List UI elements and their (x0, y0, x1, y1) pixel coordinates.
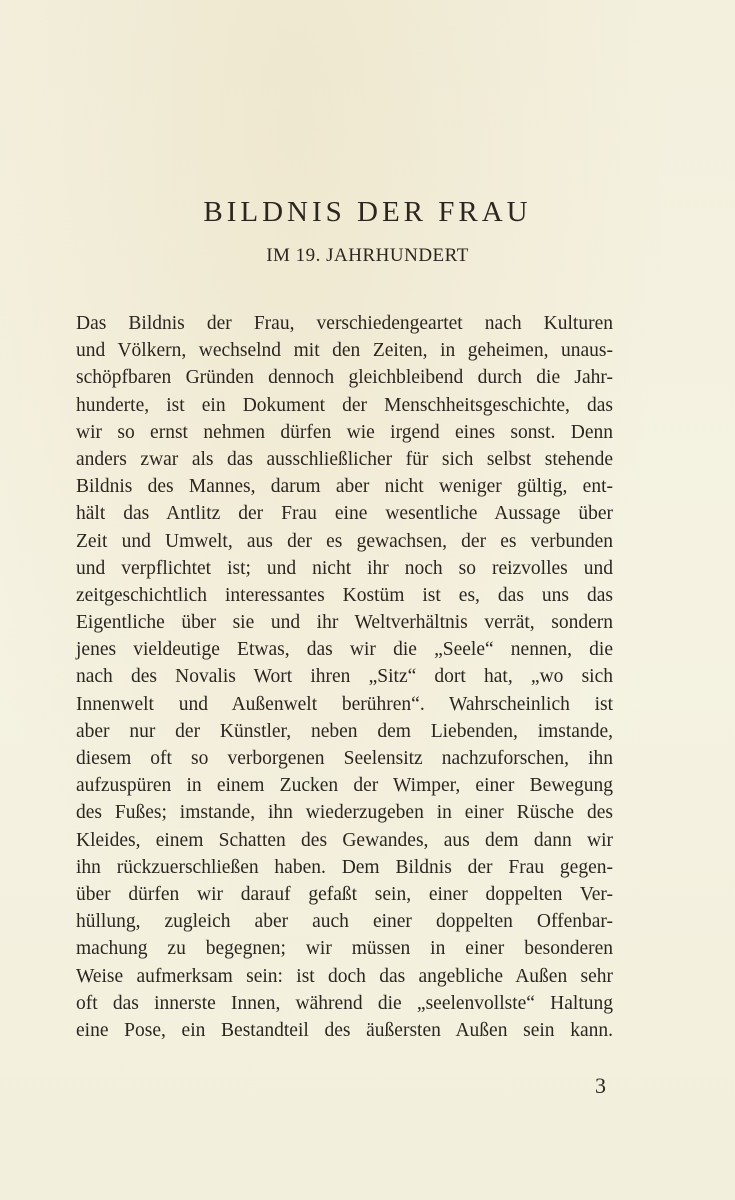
text-line: hunderte, ist ein Dokument der Menschheitsgeschichte, das (76, 394, 613, 416)
page-number: 3 (595, 1073, 606, 1098)
text-line: Bildnis des Mannes, darum aber nicht weniger gültig, ent- (76, 476, 613, 498)
text-line: Das Bildnis der Frau, verschiedengeartet nach Kulturen (76, 313, 613, 334)
text-line: hält das Antlitz der Frau eine wesentliche Aussage über (76, 503, 613, 525)
text-line: über dürfen wir darauf gefaßt sein, einer doppelten Ver- (76, 883, 613, 905)
text-line: und Völkern, wechselnd mit den Zeiten, in geheimen, unaus- (76, 340, 613, 362)
text-line: Kleides, einem Schatten des Gewandes, aus dem dann wir (76, 829, 613, 851)
text-line: zeitgeschichtlich interessantes Kostüm ist es, das uns das (76, 584, 613, 606)
text-line: Innenwelt und Außenwelt berühren“. Wahrscheinlich ist (76, 693, 613, 715)
text-line: hüllung, zugleich aber auch einer doppelten Offenbar- (76, 911, 613, 933)
text-line: Zeit und Umwelt, aus der es gewachsen, der es verbunden (76, 530, 613, 552)
text-line: jenes vieldeutige Etwas, das wir die „Seele“ nennen, die (76, 639, 613, 661)
body-paragraph (76, 310, 613, 1044)
text-line: oft das innerste Innen, während die „seelenvollste“ Haltung (76, 992, 613, 1014)
text-line: schöpfbaren Gründen dennoch gleichbleibend durch die Jahr- (76, 367, 613, 389)
text-line: anders zwar als das ausschließlicher für sich selbst stehende (76, 448, 613, 470)
text-line: wir so ernst nehmen dürfen wie irgend eines sonst. Denn (76, 421, 613, 443)
text-line: des Fußes; imstande, ihn wiederzugeben in einer Rüsche des (76, 802, 613, 824)
text-line: machung zu begegnen; wir müssen in einer besonderen (76, 938, 613, 960)
text-line: eine Pose, ein Bestandteil des äußersten Außen sein kann. (76, 1019, 613, 1041)
text-line: nach des Novalis Wort ihren „Sitz“ dort hat, „wo sich (76, 666, 613, 688)
text-line: aber nur der Künstler, neben dem Liebenden, imstande, (76, 720, 613, 742)
text-line: und verpflichtet ist; und nicht ihr noch so reizvolles und (76, 557, 613, 579)
text-line: Eigentliche über sie und ihr Weltverhältnis verrät, sondern (76, 612, 613, 634)
chapter-subtitle: IM 19. JAHRHUNDERT (266, 245, 469, 266)
chapter-title: BILDNIS DER FRAU (203, 196, 532, 228)
text-line: ihn rückzuerschließen haben. Dem Bildnis der Frau gegen- (76, 856, 613, 878)
text-line: aufzuspüren in einem Zucken der Wimper, einer Bewegung (76, 775, 613, 797)
text-line: Weise aufmerksam sein: ist doch das angebliche Außen sehr (76, 965, 613, 987)
text-line: diesem oft so verborgenen Seelensitz nachzuforschen, ihn (76, 748, 613, 769)
